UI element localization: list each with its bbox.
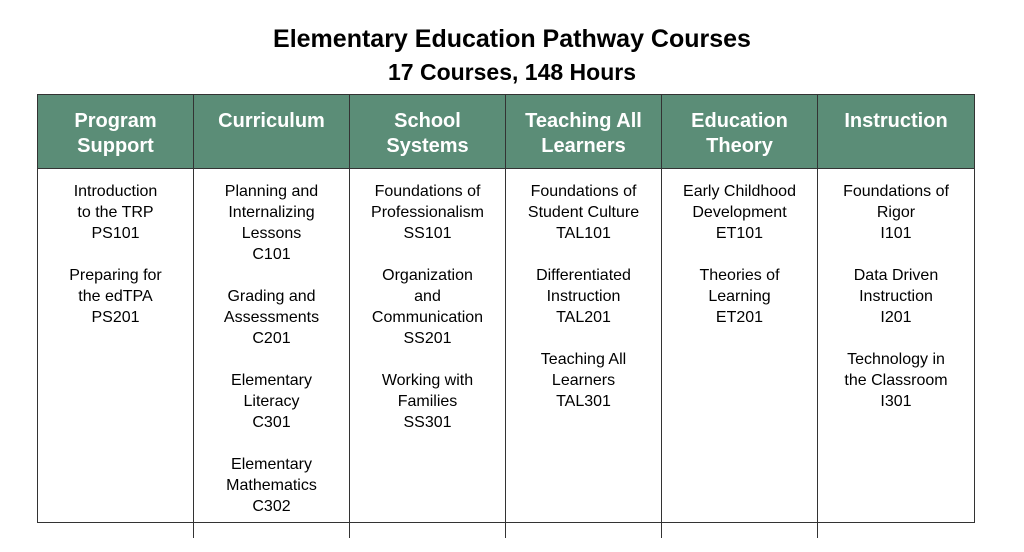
course-name-line: Theories of xyxy=(699,267,780,284)
page-subtitle: 17 Courses, 148 Hours xyxy=(387,59,636,85)
course-name-line: Instruction xyxy=(859,288,933,305)
course-code: C101 xyxy=(252,246,291,263)
course-name-line: Assessments xyxy=(223,309,320,326)
course-name-line: Internalizing xyxy=(228,204,315,221)
course-code: SS201 xyxy=(403,330,452,347)
course-name-line: Families xyxy=(397,393,458,410)
course-column xyxy=(662,169,818,538)
course-code: C201 xyxy=(252,330,291,347)
course-name-line: Rigor xyxy=(876,204,916,221)
course-name-line: Communication xyxy=(371,309,484,326)
course-entry xyxy=(506,349,661,412)
course-code: C302 xyxy=(252,498,291,515)
course-entry xyxy=(506,181,661,244)
course-name-line: and xyxy=(414,288,441,305)
course-name-line: Student Culture xyxy=(527,204,640,221)
course-column xyxy=(194,169,350,538)
course-column xyxy=(38,169,194,538)
page-title: Elementary Education Pathway Courses xyxy=(273,25,751,53)
course-name-line: Introduction xyxy=(73,183,158,200)
course-name-line: Planning and xyxy=(224,183,319,200)
column-header-line: School xyxy=(394,110,461,132)
column-header xyxy=(818,95,974,169)
course-entry xyxy=(818,181,974,244)
course-entry xyxy=(662,181,817,244)
course-entry xyxy=(350,370,505,433)
course-name-line: Learners xyxy=(551,372,616,389)
course-name-line: Working with xyxy=(381,372,474,389)
course-name-line: Mathematics xyxy=(226,477,317,494)
course-code: TAL101 xyxy=(556,225,611,242)
column-header xyxy=(194,95,350,169)
course-name-line: Learning xyxy=(708,288,771,305)
course-entry xyxy=(38,265,193,328)
course-name-line: Lessons xyxy=(241,225,302,242)
column-header-line: Learners xyxy=(541,135,626,157)
column-header-line: Teaching All xyxy=(525,110,642,132)
course-name-line: Technology in xyxy=(847,351,945,368)
course-table xyxy=(37,94,975,523)
column-header-line: Program xyxy=(74,110,157,132)
course-entry xyxy=(194,286,349,349)
course-code: TAL201 xyxy=(556,309,611,326)
course-entry xyxy=(818,265,974,328)
course-code: C301 xyxy=(252,414,291,431)
column-header xyxy=(662,95,818,169)
column-header-line: Support xyxy=(77,135,154,157)
course-entry xyxy=(506,265,661,328)
course-name-line: Instruction xyxy=(546,288,621,305)
course-name-line: Early Childhood xyxy=(683,183,796,200)
course-code: SS101 xyxy=(403,225,452,242)
course-column xyxy=(818,169,974,538)
column-header-line: Education xyxy=(691,110,788,132)
course-entry xyxy=(350,181,505,244)
course-name-line: the Classroom xyxy=(844,372,948,389)
course-name-line: Foundations of xyxy=(374,183,481,200)
title-block xyxy=(0,22,1024,88)
course-code: I101 xyxy=(880,225,912,242)
course-name-line: Grading and xyxy=(227,288,316,305)
course-name-line: Data Driven xyxy=(853,267,939,284)
course-name-line: to the TRP xyxy=(77,204,154,221)
course-column xyxy=(506,169,662,538)
course-code: ET201 xyxy=(715,309,764,326)
course-name-line: Elementary xyxy=(231,456,312,473)
course-entry xyxy=(350,265,505,349)
course-code: PS101 xyxy=(91,225,140,242)
course-entry xyxy=(194,370,349,433)
column-header-line: Theory xyxy=(706,135,773,157)
course-code: PS201 xyxy=(91,309,140,326)
column-header xyxy=(38,95,194,169)
course-name-line: the edTPA xyxy=(78,288,153,305)
column-header-line: Instruction xyxy=(844,110,948,132)
course-name-line: Literacy xyxy=(243,393,300,410)
course-name-line: Differentiated xyxy=(536,267,631,284)
course-entry xyxy=(194,454,349,517)
course-entry xyxy=(818,349,974,412)
course-entry xyxy=(194,181,349,265)
course-column xyxy=(350,169,506,538)
column-header xyxy=(350,95,506,169)
course-entry xyxy=(38,181,193,244)
course-name-line: Foundations of xyxy=(530,183,637,200)
course-name-line: Teaching All xyxy=(540,351,627,368)
course-code: ET101 xyxy=(715,225,764,242)
course-entry xyxy=(662,265,817,328)
course-name-line: Elementary xyxy=(231,372,312,389)
course-code: I301 xyxy=(880,393,912,410)
column-header-line: Curriculum xyxy=(218,110,325,132)
course-name-line: Professionalism xyxy=(371,204,484,221)
course-name-line: Organization xyxy=(382,267,473,284)
course-code: I201 xyxy=(880,309,912,326)
course-name-line: Development xyxy=(692,204,787,221)
column-header xyxy=(506,95,662,169)
course-name-line: Foundations of xyxy=(843,183,949,200)
course-name-line: Preparing for xyxy=(69,267,162,284)
column-header-line: Systems xyxy=(386,135,469,157)
course-code: SS301 xyxy=(403,414,452,431)
course-code: TAL301 xyxy=(556,393,611,410)
